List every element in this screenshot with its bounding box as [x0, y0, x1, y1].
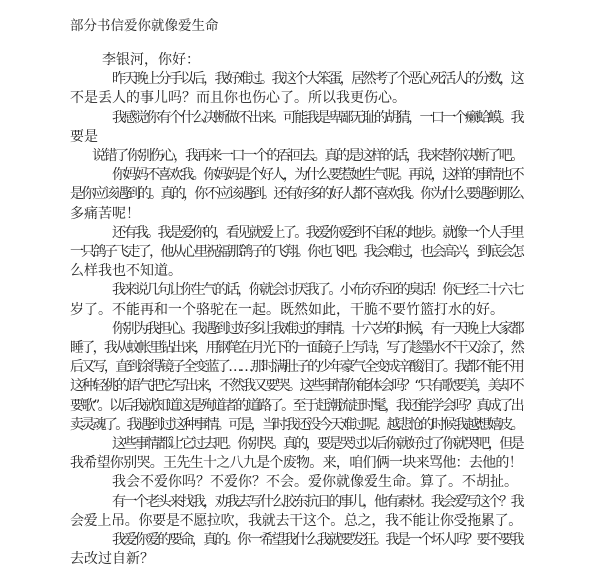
letter-line: 岁了。不能再和一个骆驼在一起。既然如此，干脆不要竹篮打水的好。	[70, 301, 504, 318]
letter-line: 会爱上吊。你要是不愿拉吹，我就去干这个。总之，我不能让你受拖累了。	[70, 512, 522, 529]
letter-line: 不是丢人的事儿吗？而且你也伤心了。所以我更伤心。	[70, 90, 406, 107]
document-title: 部分书信爱你就像爱生命	[70, 18, 219, 34]
letter-line: 这种轻佻的语气把它写出来，不然我又要哭。这些事情你能体会吗？“只有歌要美，美却不	[70, 378, 523, 395]
letter-line: 我来说几句让你生气的话，你就会讨厌我了。小布尔乔亚的臭话！你已经二十六七	[112, 282, 522, 299]
letter-line: 你别为我担心。我遇到过好多让我难过的事情。十六岁的时候，有一天晚上大家都	[112, 320, 522, 337]
letter-line: 说错了你别伤心，我再来一口一个的吞回去。真的是这样的话，我来替你决断了吧。	[92, 148, 522, 164]
letter-line: 是你应该遇到的。真的，你不应该遇到。还有好多的好人都不喜欢我。你为什么要遇到那么	[70, 186, 522, 203]
letter-line: 我感觉你有个什么决断做不出来。可能我是卑鄙无耻的胡猜，一口一个癞蛤蟆。我	[112, 109, 522, 126]
letter-line: 一只鸽子飞走了，他从心里祝福那鸽子的飞翔。你也飞吧。我会难过，也会高兴，到底会怎	[70, 244, 522, 260]
letter-line: 卖灵魂了。我遇到过这种事情。可是，当时我还没今天难过呢。越悲怆的时候我越想嬉皮。	[70, 416, 522, 433]
letter-line: 你妈妈不喜欢我。你妈妈是个好人，为什么要惹她生气呢。再说，这样的事情也不	[112, 167, 522, 184]
letter-line: 多痛苦呢！	[70, 205, 140, 222]
letter-line: 要歌”。以后我就知道这是殉道者的道路了。至于赶潮流赶时髦，我还能学会吗？真成了出	[70, 397, 523, 414]
letter-line: 李银河，你好：	[102, 52, 200, 68]
letter-line: 后又写，直到涂得镜子全变蓝了……那时满肚子的少年豪气全变成辛酸泪了。我都不能不用	[70, 359, 522, 376]
letter-line: 去改过自新？	[70, 551, 154, 568]
letter-line: 要是	[70, 128, 98, 145]
letter-line: 睡了，我从蚊帐里钻出来，用钢笔在月光下的一面镜子上写诗，写了趁墨水不干又涂了，然	[70, 340, 522, 356]
letter-line: 我会不爱你吗？不爱你？不会。爱你就像爱生命。算了。不胡扯。	[112, 474, 518, 491]
letter-line: 还有我。我是爱你的，看见就爱上了。我爱你爱到不自私的地步。就像一个人手里	[112, 224, 522, 241]
letter-line: 么样我也不知道。	[70, 263, 182, 280]
letter-line: 有一个老头来找我，劝我去写什么胶东抗日的事儿，他有素材。我会爱写这个？我	[112, 493, 522, 510]
letter-line: 这些事情都让它过去吧。你别哭。真的，要是哭过以后你就好过了你就哭吧，但是	[112, 436, 522, 452]
letter-line: 我爱你爱的要命，真的。你一希望我什么我就要发狂。我是一个坏人吗？要不要我	[112, 532, 522, 548]
letter-line: 昨天晚上分手以后，我好难过。我这个大笨蛋，居然考了个恶心死活人的分数，这	[112, 71, 522, 88]
letter-line: 我希望你别哭。王先生十之八九是个废物。来，咱们俩一块来骂他：去他的！	[70, 455, 522, 472]
